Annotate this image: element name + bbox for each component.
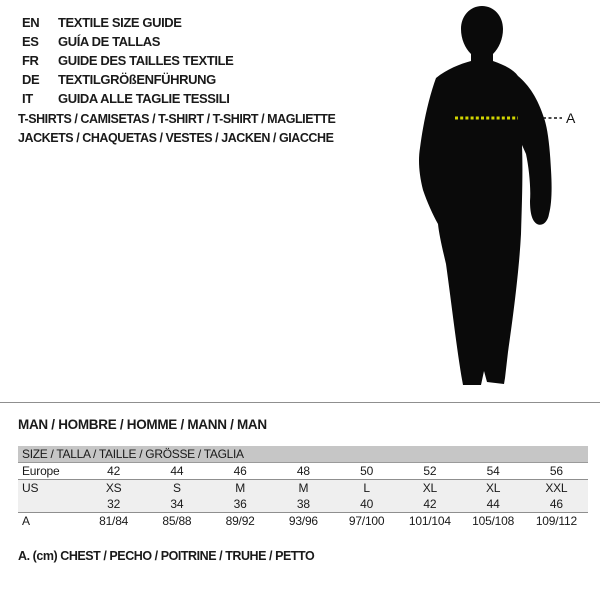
language-label: TEXTILGRÖßENFÜHRUNG bbox=[58, 72, 216, 87]
language-label: TEXTILE SIZE GUIDE bbox=[58, 15, 182, 30]
category-list bbox=[18, 110, 335, 148]
size-cell: 36 bbox=[233, 497, 247, 511]
size-cell: 42 bbox=[423, 497, 437, 511]
category-line-jackets: JACKETS / CHAQUETAS / VESTES / JACKEN / GIACCHE bbox=[18, 131, 334, 145]
language-row bbox=[22, 32, 233, 51]
size-cell: 34 bbox=[170, 497, 184, 511]
footnote-chest: A. (cm) CHEST / PECHO / POITRINE / TRUHE / PETTO bbox=[18, 549, 315, 563]
language-label: GUIDE DES TAILLES TEXTILE bbox=[58, 53, 234, 68]
size-cell: M bbox=[298, 481, 309, 495]
row-label: US bbox=[22, 481, 39, 495]
divider-line bbox=[0, 402, 600, 403]
language-code: DE bbox=[22, 72, 40, 87]
size-cell: 46 bbox=[549, 497, 563, 511]
size-cell: 44 bbox=[170, 464, 184, 478]
row-label bbox=[18, 496, 82, 512]
size-cell: L bbox=[363, 481, 370, 495]
table-row-us bbox=[18, 480, 588, 496]
size-table bbox=[18, 446, 588, 529]
size-cell: 97/100 bbox=[348, 514, 385, 528]
man-silhouette-figure bbox=[405, 2, 595, 392]
size-cell: 48 bbox=[296, 464, 310, 478]
row-label: A bbox=[22, 514, 30, 528]
size-cell: 52 bbox=[423, 464, 437, 478]
language-code: ES bbox=[22, 34, 39, 49]
size-cell: XL bbox=[422, 481, 438, 495]
size-cell: S bbox=[172, 481, 181, 495]
language-label: GUÍA DE TALLAS bbox=[58, 34, 161, 49]
language-code: EN bbox=[22, 15, 40, 30]
table-row-chest-a bbox=[18, 513, 588, 529]
size-cell: 109/112 bbox=[535, 514, 577, 528]
language-code: IT bbox=[22, 91, 33, 106]
size-cell: 44 bbox=[486, 497, 500, 511]
man-silhouette bbox=[419, 6, 552, 385]
size-table-header: SIZE / TALLA / TAILLE / GRÖSSE / TAGLIA bbox=[18, 446, 588, 463]
language-label: GUIDA ALLE TAGLIE TESSILI bbox=[58, 91, 230, 106]
size-cell: XS bbox=[105, 481, 122, 495]
size-cell: 93/96 bbox=[288, 514, 318, 528]
language-row bbox=[22, 51, 233, 70]
size-cell: 40 bbox=[360, 497, 374, 511]
category-line-tshirts: T-SHIRTS / CAMISETAS / T-SHIRT / T-SHIRT / MAGLIETTE bbox=[18, 112, 336, 126]
size-cell: 56 bbox=[549, 464, 563, 478]
size-cell: XXL bbox=[545, 481, 568, 495]
section-title-man: MAN / HOMBRE / HOMME / MANN / MAN bbox=[18, 417, 267, 432]
size-cell: XL bbox=[485, 481, 501, 495]
measure-label-a: A bbox=[566, 110, 576, 126]
size-cell: 38 bbox=[296, 497, 310, 511]
language-row bbox=[22, 89, 233, 108]
size-cell: 105/108 bbox=[472, 514, 515, 528]
size-cell: 50 bbox=[360, 464, 374, 478]
language-row bbox=[22, 70, 233, 89]
size-cell: 89/92 bbox=[225, 514, 255, 528]
size-cell: 101/104 bbox=[408, 514, 451, 528]
size-cell: 85/88 bbox=[162, 514, 192, 528]
size-cell: 54 bbox=[486, 464, 500, 478]
size-cell: 81/84 bbox=[99, 514, 129, 528]
size-cell: 46 bbox=[233, 464, 247, 478]
language-code: FR bbox=[22, 53, 39, 68]
size-cell: 42 bbox=[107, 464, 121, 478]
size-cell: 32 bbox=[107, 497, 121, 511]
table-row-europe bbox=[18, 463, 588, 480]
table-row-numeric bbox=[18, 496, 588, 513]
row-label: Europe bbox=[22, 464, 60, 478]
size-cell: M bbox=[235, 481, 246, 495]
language-list bbox=[22, 13, 233, 108]
language-row bbox=[22, 13, 233, 32]
